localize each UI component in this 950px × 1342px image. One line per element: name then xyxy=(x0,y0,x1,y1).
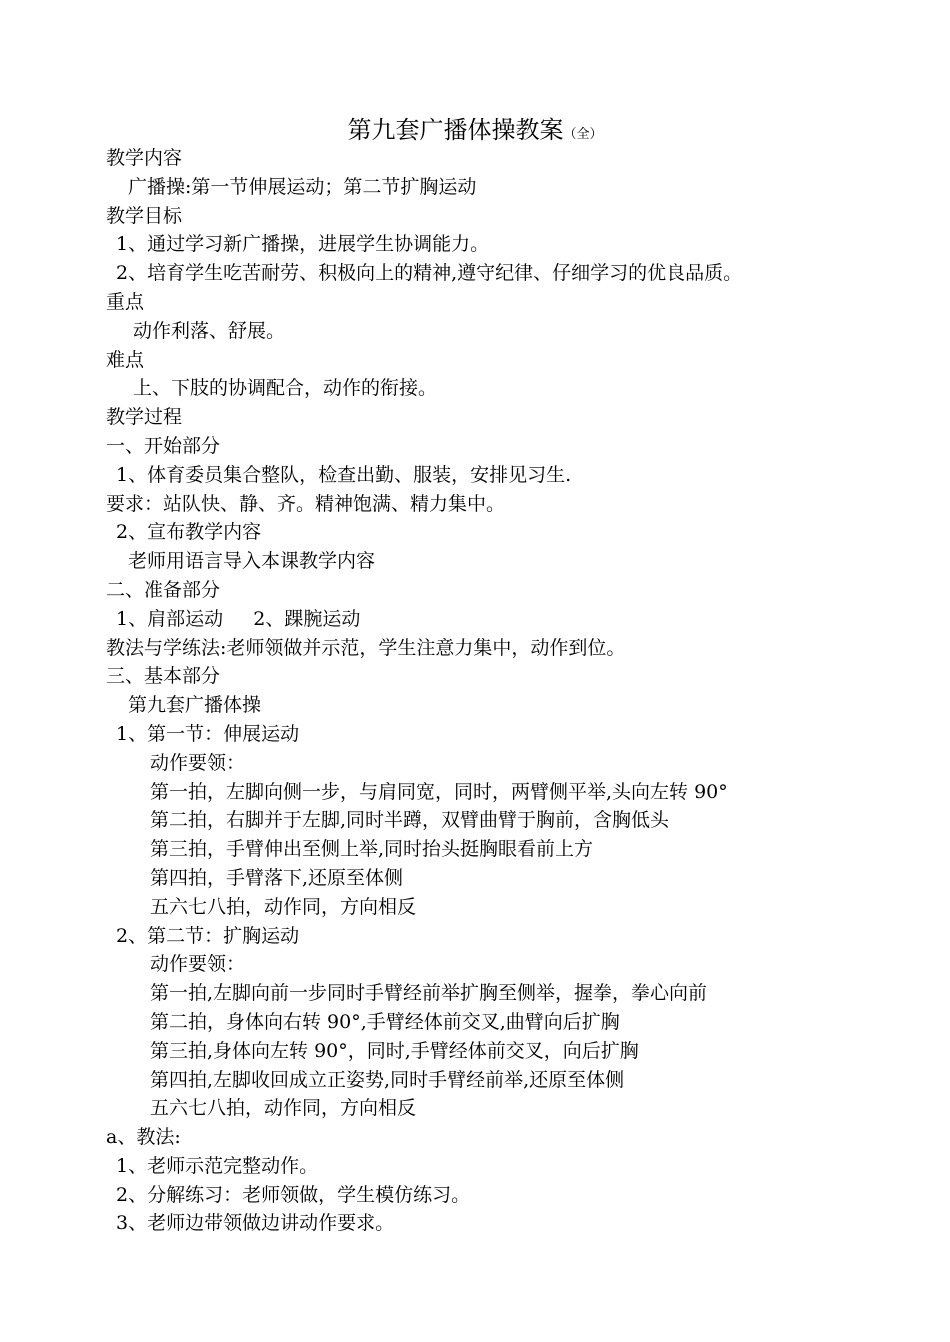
list-item: 3、老师边带领做边讲动作要求。 xyxy=(116,1212,395,1235)
list-item: 1、第一节：伸展运动 xyxy=(116,722,300,745)
list-item: 2、培育学生吃苦耐劳、积极向上的精神,遵守纪律、仔细学习的优良品质。 xyxy=(116,262,743,285)
title-suffix: （全） xyxy=(563,127,603,142)
section-heading: 教学内容 xyxy=(106,147,183,169)
text-line: 第三拍，手臂伸出至侧上举,同时抬头挺胸眼看前上方 xyxy=(150,838,594,861)
section-heading: 三、基本部分 xyxy=(106,665,221,688)
section-heading: 难点 xyxy=(106,348,145,371)
text-line: 广播操:第一节伸展运动；第二节扩胸运动 xyxy=(128,175,477,198)
text-line: 第一拍，左脚向侧一步，与肩同宽，同时，两臂侧平举,头向左转 90° xyxy=(150,780,728,803)
title-main: 第九套广播体操教案 xyxy=(347,116,564,144)
section-heading: 一、开始部分 xyxy=(106,434,221,457)
list-item: 1、体育委员集合整队，检查出勤、服装，安排见习生. xyxy=(116,463,572,486)
text-line: 第二拍，右脚并于左脚,同时半蹲，双臂曲臂于胸前，含胸低头 xyxy=(150,809,670,832)
list-item: 1、老师示范完整动作。 xyxy=(116,1154,319,1177)
text-line: 第四拍，手臂落下,还原至体侧 xyxy=(150,866,404,889)
text-line: a、教法: xyxy=(106,1126,181,1149)
section-heading: 重点 xyxy=(106,290,145,313)
section-heading: 二、准备部分 xyxy=(106,578,221,601)
text-line: 动作要领： xyxy=(150,953,246,976)
list-item: 2、第二节：扩胸运动 xyxy=(116,924,300,947)
list-item: 1、通过学习新广播操，进展学生协调能力。 xyxy=(116,233,490,256)
text-line: 要求：站队快、静、齐。精神饱满、精力集中。 xyxy=(106,492,506,515)
text-line: 教法与学练法:老师领做并示范，学生注意力集中，动作到位。 xyxy=(106,636,626,659)
text-line: 第二拍，身体向右转 90°,手臂经体前交叉,曲臂向后扩胸 xyxy=(150,1010,620,1033)
text-line: 上、下肢的协调配合，动作的衔接。 xyxy=(133,377,438,400)
section-heading: 教学目标 xyxy=(106,204,183,227)
list-item: 2、分解练习：老师领做，学生模仿练习。 xyxy=(116,1183,471,1206)
text-line: 第四拍,左脚收回成立正姿势,同时手臂经前举,还原至体侧 xyxy=(150,1068,625,1091)
text-line: 五六七八拍，动作同，方向相反 xyxy=(150,1097,417,1120)
section-heading: 教学过程 xyxy=(106,406,183,429)
document-body xyxy=(106,144,906,1238)
list-item: 2、宣布教学内容 xyxy=(116,521,262,544)
list-item: 1、肩部运动 2、踝腕运动 xyxy=(116,607,361,630)
text-line: 五六七八拍，动作同，方向相反 xyxy=(150,895,417,918)
text-line: 动作利落、舒展。 xyxy=(133,319,286,342)
text-line: 动作要领： xyxy=(150,751,246,774)
text-line: 老师用语言导入本课教学内容 xyxy=(128,550,376,573)
text-line: 第三拍,身体向左转 90°，同时,手臂经体前交叉，向后扩胸 xyxy=(150,1039,639,1062)
text-line: 第九套广播体操 xyxy=(128,694,262,717)
text-line: 第一拍,左脚向前一步同时手臂经前举扩胸至侧举，握拳，拳心向前 xyxy=(150,982,708,1005)
